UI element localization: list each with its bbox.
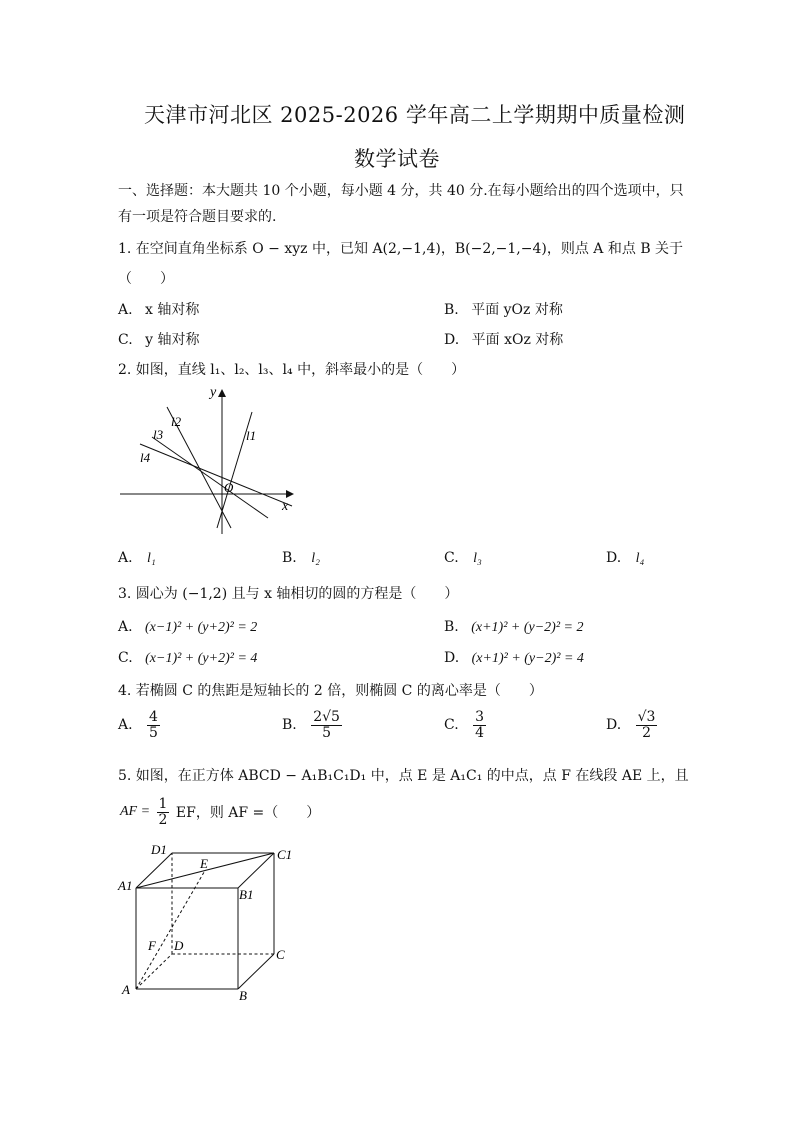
numerator: 3 — [475, 709, 485, 725]
numerator: 4 — [149, 709, 158, 725]
edge-a1-d1 — [136, 853, 172, 888]
q5-fraction — [157, 797, 170, 827]
q5-cube-figure — [116, 840, 300, 1004]
option-key: B. — [282, 550, 297, 566]
q4-option-d[interactable] — [606, 710, 657, 740]
origin-label: O — [224, 480, 234, 495]
label-d: D — [174, 938, 184, 953]
q5-stem-rest: EF，则 AF =（ ） — [175, 805, 321, 822]
q3-option-d[interactable] — [444, 650, 584, 667]
edge-a-d — [136, 954, 172, 989]
q5-stem-line2 — [120, 797, 320, 827]
q2-stem: 2. 如图，直线 l₁、l₂、l₃、l₄ 中，斜率最小的是（ ） — [118, 362, 466, 378]
q4-stem: 4. 若椭圆 C 的焦距是短轴长的 2 倍，则椭圆 C 的离心率是（ ） — [118, 683, 543, 699]
option-key: C. — [444, 550, 459, 566]
q4-option-c[interactable] — [444, 710, 486, 740]
q3-option-a[interactable] — [118, 619, 257, 636]
q1-option-d[interactable] — [444, 329, 563, 349]
option-text: x 轴对称 — [145, 302, 200, 318]
l1-label: l1 — [246, 428, 257, 443]
option-key: A. — [118, 619, 133, 635]
page-title: 天津市河北区 2025-2026 学年高二上学期期中质量检测 — [144, 103, 686, 127]
y-axis-arrow — [218, 389, 226, 397]
option-text: l₃ — [473, 551, 482, 566]
x-axis-arrow — [286, 490, 294, 498]
l4-label: l4 — [140, 450, 151, 465]
q5-af-label: AF = — [120, 804, 151, 820]
fraction — [147, 710, 160, 740]
label-c: C — [276, 947, 285, 962]
q1-stem-line1: 1. 在空间直角坐标系 O − xyz 中，已知 A(2,−1,4)，B(−2,−1,−4)，则点 A 和点 B 关于 — [118, 241, 684, 257]
label-e: E — [200, 856, 208, 871]
option-key: A. — [118, 550, 133, 566]
option-text: l₁ — [147, 551, 156, 566]
denominator: 2 — [158, 811, 168, 828]
q3-stem: 3. 圆心为 (−1,2) 且与 x 轴相切的圆的方程是（ ） — [118, 586, 459, 602]
option-text: 平面 yOz 对称 — [471, 302, 563, 318]
option-key: B. — [282, 717, 297, 734]
label-a: A — [122, 982, 130, 997]
q3-option-b[interactable] — [444, 619, 583, 636]
option-key: D. — [606, 550, 622, 566]
label-a1: A1 — [118, 878, 133, 893]
option-key: D. — [444, 650, 460, 666]
denominator: 4 — [475, 724, 485, 741]
fraction — [636, 710, 658, 740]
x-label: x — [282, 499, 289, 514]
l2-label: l2 — [171, 414, 182, 429]
option-key: C. — [118, 650, 133, 666]
q1-stem-line2: （ ） — [118, 271, 174, 287]
option-key: D. — [444, 332, 460, 348]
label-f: F — [148, 938, 156, 953]
label-d1: D1 — [151, 842, 167, 857]
option-key: C. — [118, 332, 133, 348]
section-heading-line2: 有一项是符合题目要求的. — [118, 209, 277, 225]
q2-lines-figure — [116, 382, 300, 542]
option-text: (x−1)² + (y+2)² = 4 — [145, 651, 258, 666]
q2-option-d[interactable] — [606, 550, 644, 567]
label-c1: C1 — [277, 847, 293, 862]
option-key: A. — [118, 717, 133, 734]
numerator: √3 — [637, 709, 656, 725]
option-text: (x−1)² + (y+2)² = 2 — [145, 620, 258, 635]
q1-option-c[interactable] — [118, 329, 199, 349]
q1-option-a[interactable] — [118, 299, 199, 319]
label-b1: B1 — [239, 887, 254, 902]
q4-option-a[interactable] — [118, 710, 160, 740]
q2-option-b[interactable] — [282, 550, 320, 567]
option-key: D. — [606, 717, 622, 734]
fraction — [473, 710, 486, 740]
q2-option-a[interactable] — [118, 550, 156, 567]
option-text: (x+1)² + (y−2)² = 2 — [471, 620, 584, 635]
l3-label: l3 — [153, 427, 164, 442]
option-text: 平面 xOz 对称 — [471, 332, 564, 348]
label-b: B — [239, 988, 247, 1003]
page-subtitle: 数学试卷 — [354, 147, 440, 171]
denominator: 5 — [322, 724, 332, 741]
edge-b-c — [238, 954, 274, 989]
y-label: y — [210, 385, 217, 400]
option-key: B. — [444, 619, 459, 635]
numerator: 2√5 — [313, 709, 340, 725]
denominator: 2 — [642, 724, 652, 741]
option-key: B. — [444, 302, 459, 318]
option-text: (x+1)² + (y−2)² = 4 — [471, 651, 584, 666]
q2-option-c[interactable] — [444, 550, 482, 567]
option-text: l₄ — [635, 551, 645, 566]
option-text: l₂ — [311, 551, 320, 566]
section-heading-line1: 一、选择题：本大题共 10 个小题，每小题 4 分，共 40 分.在每小题给出的四个选项中，只 — [118, 183, 684, 199]
q4-option-b[interactable] — [282, 710, 342, 740]
q5-stem-line1: 5. 如图，在正方体 ABCD − A₁B₁C₁D₁ 中，点 E 是 A₁C₁ 的中点，点 F 在线段 AE 上，且 — [118, 768, 689, 784]
edge-b1-c1 — [238, 853, 274, 888]
q3-option-c[interactable] — [118, 650, 257, 667]
option-text: y 轴对称 — [145, 332, 200, 348]
line-l3 — [152, 437, 268, 518]
fraction — [311, 710, 342, 740]
q1-option-b[interactable] — [444, 299, 563, 319]
option-key: C. — [444, 717, 459, 734]
numerator: 1 — [158, 796, 168, 812]
line-l4 — [140, 444, 292, 506]
option-key: A. — [118, 302, 133, 318]
denominator: 5 — [149, 724, 158, 741]
